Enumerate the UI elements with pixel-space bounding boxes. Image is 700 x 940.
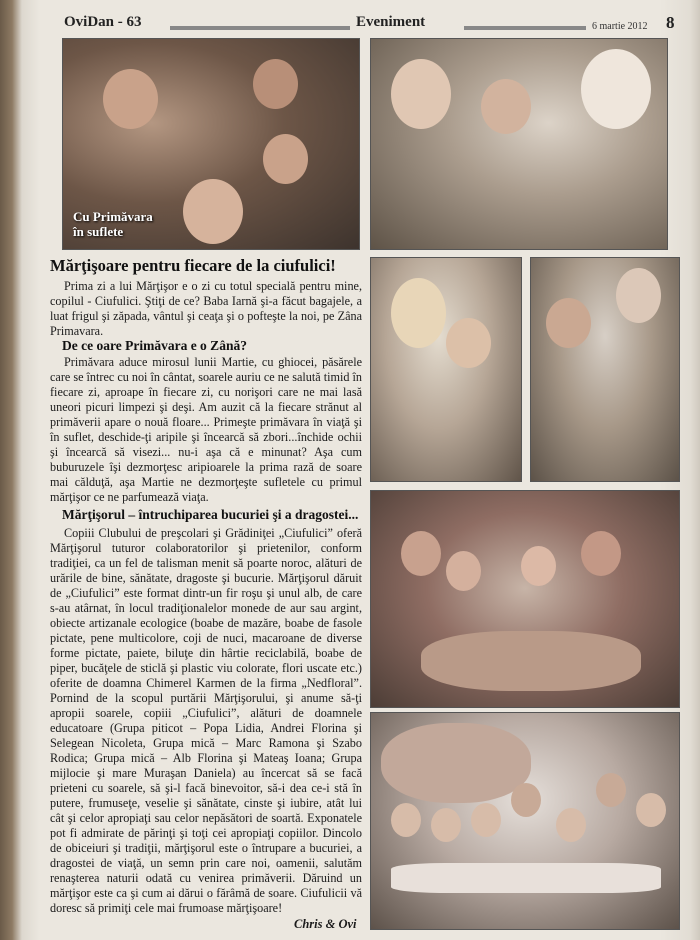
photo-kids-craft-table bbox=[62, 38, 360, 250]
body-paragraph-1: Primăvara aduce mirosul lunii Martie, cu ghiocei, păsărele care se întrec cu noi în cântat, soarele auriu ce ne salută timid în fiecare zi, aproape în fiecare zi, cu norişori care ne mai lasă uneori picuri limpezi şi deşi. Am auzit că la fiecare strănut al primăverii apare o nouă floare... Primeşte primăvara în viaţă şi în suflet, deschide-ţi aripile şi încearcă să zbori...închide ochii şi încearcă să visezi... nu-i aşa că e minunat? Aşa cum buburuzele îşi dezmorţesc aripioarele la prima rază de soare mai călduţă, aşa Martie ne dezmorţeşte sufletele cu primul mărţişor ce ne parfumează viaţa. bbox=[50, 355, 363, 504]
face-shape bbox=[596, 773, 626, 807]
subheading-2: Mărţişorul – întruchiparea bucuriei şi a dragostei... bbox=[62, 507, 359, 522]
face-shape bbox=[431, 808, 461, 842]
article-headline: Mărţişoare pentru fiecare de la ciufulici! bbox=[50, 256, 336, 275]
table-shape bbox=[391, 863, 661, 893]
photo-woman-with-toddler bbox=[370, 257, 522, 482]
face-shape bbox=[471, 803, 501, 837]
face-shape bbox=[183, 179, 243, 244]
header-rule-right bbox=[464, 26, 586, 30]
article-body-2 bbox=[50, 526, 362, 916]
photo-class-group bbox=[370, 712, 680, 930]
face-shape bbox=[263, 134, 308, 184]
article-signature: Chris & Ovi bbox=[294, 917, 357, 931]
publication-name: OviDan - 63 bbox=[64, 14, 142, 30]
face-shape bbox=[481, 79, 531, 134]
face-shape bbox=[511, 783, 541, 817]
face-shape bbox=[391, 278, 446, 348]
face-shape bbox=[401, 531, 441, 576]
face-shape bbox=[556, 808, 586, 842]
face-shape bbox=[391, 59, 451, 129]
face-shape bbox=[446, 551, 481, 591]
face-shape bbox=[391, 803, 421, 837]
wall-mural-shape bbox=[381, 723, 531, 803]
subheading-1: De ce oare Primăvara e o Zână? bbox=[62, 338, 247, 353]
face-shape bbox=[521, 546, 556, 586]
article-body-1 bbox=[50, 355, 362, 505]
photo-group-with-martisoare bbox=[370, 490, 680, 708]
face-shape bbox=[446, 318, 491, 368]
face-shape bbox=[581, 49, 651, 129]
face-shape bbox=[581, 531, 621, 576]
photo-caption: Cu Primăvara în suflete bbox=[73, 209, 153, 239]
face-shape bbox=[636, 793, 666, 827]
section-name: Eveniment bbox=[356, 14, 426, 30]
header-rule-left bbox=[170, 26, 350, 30]
face-shape bbox=[103, 69, 158, 129]
face-shape bbox=[616, 268, 661, 323]
face-shape bbox=[546, 298, 591, 348]
photo-boy-and-woman bbox=[530, 257, 680, 482]
page-header bbox=[30, 10, 680, 40]
body-paragraph-2: Copiii Clubului de preşcolari şi Grădiniţei „Ciufulici” oferă Mărţişorul tuturor colaboratorilor şi prietenilor, conform tradiţiei, ca un fel de talisman menit să poarte noroc, alături de urările de bine, sănătate, dragoste şi bucurie. Mărţişorul dăruit de „Ciufulici” este format dintr-un fir roşu şi unul alb, de care s-au atârnat, în locul tradiţionalelor monede de aur sau argint, obiecte artizanale ecologice (boabe de mazăre, boabe de fasole pictate, pene multicolore, coji de nuci, macaroane de diverse forme pictate, paiete, biluţe din hârtie reciclabilă, boabe de piper, bucăţele de sticlă şi plastic viu colorate, flori uscate etc.) oferite de doamna Chimerel Karmen de la firma „Nedfloral”. Pornind de la scopul purtării Mărţişorului, şi anume să-ţi apropii soarele, copiii „Ciufulici”, alături de doamnele educatoare (Grupa piticot – Popa Lidia, Andrei Florina şi Selegean Nicoleta, Grupa mică – Marc Ramona şi Szabo Rodica; Grupa mică – Alb Florina şi Mateaş Ioana; Grupa mijlocie şi mare Muraşan Daniela) au încercat să se facă prieteni cu soarele, să şi-l facă binevoitor, să-i dea ce-i stă în putere, frumuseţe, veselie şi sănătate, cinste şi iubire, atât lui cât şi celor apropiaţi sau celor nepăsători de soartă. Exponatele pot fi admirate de părinţi şi toţi cei apropiaţi copiilor. Dincolo de obiceiuri şi tradiţii, mărţişorul este o întrupare a bucuriei, a dragostei de viaţă, un semn prin care noi, oamenii, salutăm renaşterea naturii odată cu venirea primăverii. Dăruind un mărţişor este ca şi cum ai dărui o fărâmă de soare. Ciufulicii vă doresc să primiţi cele mai frumoase mărţişoare! bbox=[50, 526, 362, 915]
face-shape bbox=[253, 59, 298, 109]
issue-date: 6 martie 2012 bbox=[592, 21, 648, 32]
photo-children-painting bbox=[370, 38, 668, 250]
table-display-shape bbox=[421, 631, 641, 691]
article-intro bbox=[50, 279, 362, 339]
intro-paragraph: Prima zi a lui Mărţişor e o zi cu totul specială pentru mine, copilul - Ciufulici. Ştiţi de ce? Baba Iarnă şi-a făcut bagajele, a luat frigul şi zăpada, vântul şi ceaţa şi o pofteşte la noi, pe Zâna Primavara. bbox=[50, 279, 362, 338]
page-number: 8 bbox=[666, 13, 675, 32]
